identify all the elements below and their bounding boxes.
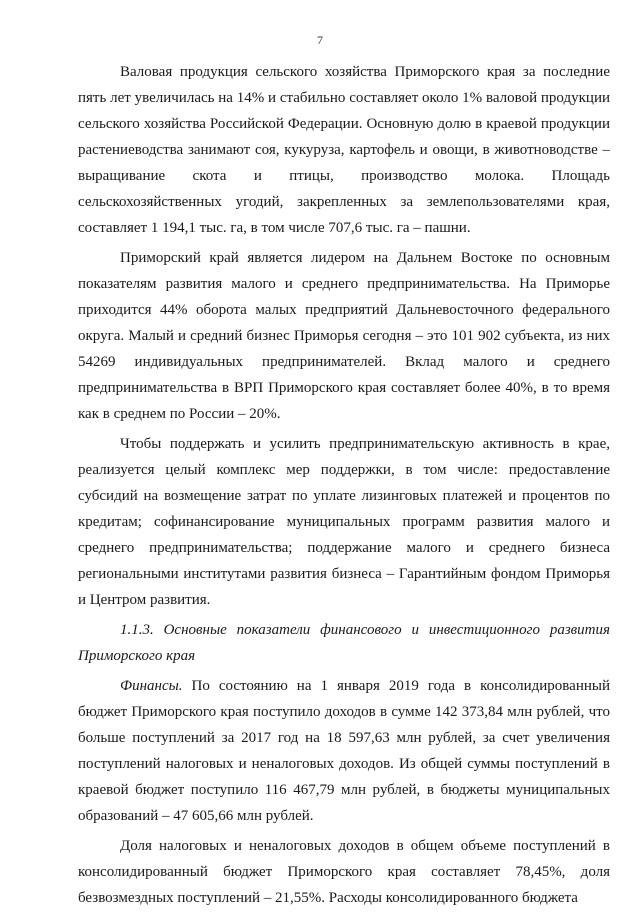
paragraph-tax-share: Доля налоговых и неналоговых доходов в общем объеме поступлений в консолидированный бюджет Приморского края составляет 78,45%, доля безвозмездных поступлений – 21,55%. Расходы консолидированного бюджета (78, 838, 610, 906)
finance-text: По состоянию на 1 января 2019 года в консолидированный бюджет Приморского края поступило доходов в сумме 142 373,84 млн рублей, что больше поступлений за 2017 год на 18 597,63 млн рублей, за счет увеличения поступлений налоговых и неналоговых доходов. Из общей суммы поступлений в краевой бюджет поступило 116 467,79 млн рублей, в бюджеты муниципальных образований – 47 605,66 млн рублей. (78, 678, 610, 824)
paragraph-agriculture: Валовая продукция сельского хозяйства Приморского края за последние пять лет увеличилась на 14% и стабильно составляет около 1% валовой продукции сельского хозяйства Российской Федерации. Основную долю в краевой продукции растениеводства занимают соя, кукуруза, картофель и овощи, в животноводстве – выращивание скота и птицы, производство молока. Площадь сельскохозяйственных угодий, закрепленных за землепользователями края, составляет 1 194,1 тыс. га, в том числе 707,6 тыс. га – пашни. (78, 64, 610, 236)
section-subheading: 1.1.3. Основные показатели финансового и инвестиционного развития Приморского края (78, 622, 610, 664)
finance-lead: Финансы. (120, 678, 183, 694)
paragraph-support-measures: Чтобы поддержать и усилить предпринимательскую активность в крае, реализуется целый комплекс мер поддержки, в том числе: предоставление субсидий на возмещение затрат по уплате лизинговых платежей и процентов по кредитам; софинансирование муниципальных программ развития малого и среднего предпринимательства; поддержание малого и среднего бизнеса региональными институтами развития бизнеса – Гарантийным фондом Приморья и Центром развития. (78, 436, 610, 608)
paragraph-finance (78, 673, 610, 829)
document-body (78, 59, 610, 915)
page-number: 7 (317, 33, 323, 47)
paragraph-small-business: Приморский край является лидером на Дальнем Востоке по основным показателям развития малого и среднего предпринимательства. На Приморье приходится 44% оборота малых предприятий Дальневосточного федерального округа. Малый и средний бизнес Приморья сегодня – это 101 902 субъекта, из них 54269 индивидуальных предпринимателей. Вклад малого и среднего предпринимательства в ВРП Приморского края составляет более 40%, в то время как в среднем по России – 20%. (78, 250, 610, 422)
